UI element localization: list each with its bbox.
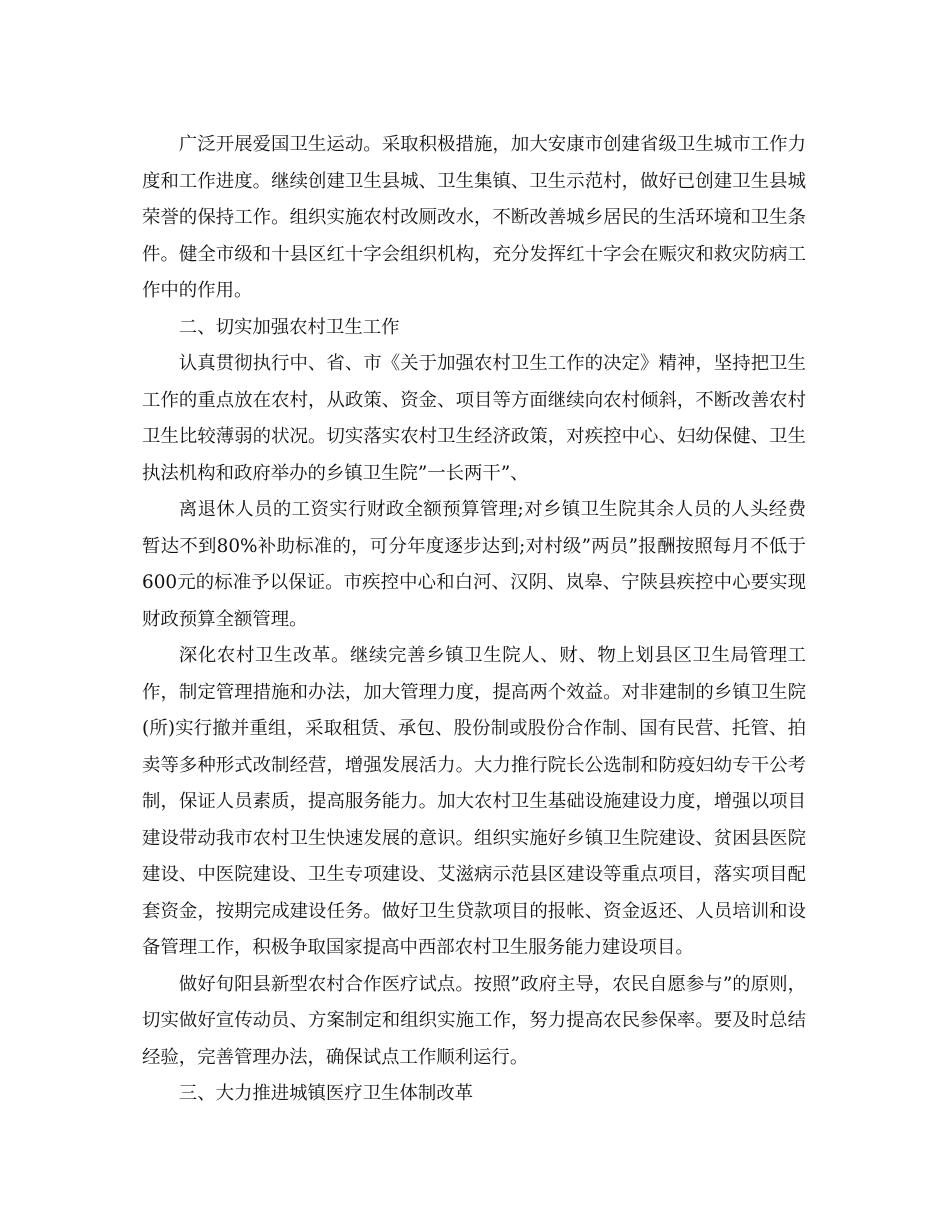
paragraph-patriotic-health: 广泛开展爱国卫生运动。采取积极措施，加大安康市创建省级卫生城市工作力度和工作进度。继续创建卫生县城、卫生集镇、卫生示范村，做好已创建卫生县城荣誉的保持工作。组织实施农村改厕改水，不断改善城乡居民的生活环境和卫生条件。健全市级和十县区红十字会组织机构，充分发挥红十字会在赈灾和救灾防病工作中的作用。 [142,134,806,301]
paragraph-cooperative-medical-pilot: 做好旬阳县新型农村合作医疗试点。按照”政府主导，农民自愿参与”的原则，切实做好宣传动员、方案制定和组织实施工作，努力提高农民参保率。要及时总结经验，完善管理办法，确保试点工作顺利运行。 [142,973,806,1068]
paragraph-retiree-salary: 离退休人员的工资实行财政全额预算管理;对乡镇卫生院其余人员的人头经费暂达不到80%补助标准的，可分年度逐步达到;对村级”两员”报酬按照每月不低于600元的标准予以保证。市疾控中心和白河、汉阴、岚皋、宁陕县疾控中心要实现财政预算全额管理。 [142,499,806,630]
section-heading-urban-reform: 三、大力推进城镇医疗卫生体制改革 [178,1083,474,1104]
paragraph-deepen-reform: 深化农村卫生改革。继续完善乡镇卫生院人、财、物上划县区卫生局管理工作，制定管理措施和办法，加大管理力度，提高两个效益。对非建制的乡镇卫生院(所)实行撤并重组，采取租赁、承包、股份制或股份合作制、国有民营、托管、拍卖等多种形式改制经营，增强发展活力。大力推行院长公选制和防疫妇幼专干公考制，保证人员素质，提高服务能力。加大农村卫生基础设施建设力度，增强以项目建设带动我市农村卫生快速发展的意识。组织实施好乡镇卫生院建设、贫困县医院建设、中医院建设、卫生专项建设、艾滋病示范县区建设等重点项目，落实项目配套资金，按期完成建设任务。做好卫生贷款项目的报帐、资金返还、人员培训和设备管理工作，积极争取国家提高中西部农村卫生服务能力建设项目。 [142,645,806,958]
section-heading-rural-health: 二、切实加强农村卫生工作 [178,316,400,338]
paragraph-implement-decision: 认真贯彻执行中、省、市《关于加强农村卫生工作的决定》精神，坚持把卫生工作的重点放在农村，从政策、资金、项目等方面继续向农村倾斜，不断改善农村卫生比较薄弱的状况。切实落实农村卫生经济政策，对疾控中心、妇幼保健、卫生执法机构和政府举办的乡镇卫生院”一长两干”、 [142,353,806,484]
document-body [142,127,806,1113]
